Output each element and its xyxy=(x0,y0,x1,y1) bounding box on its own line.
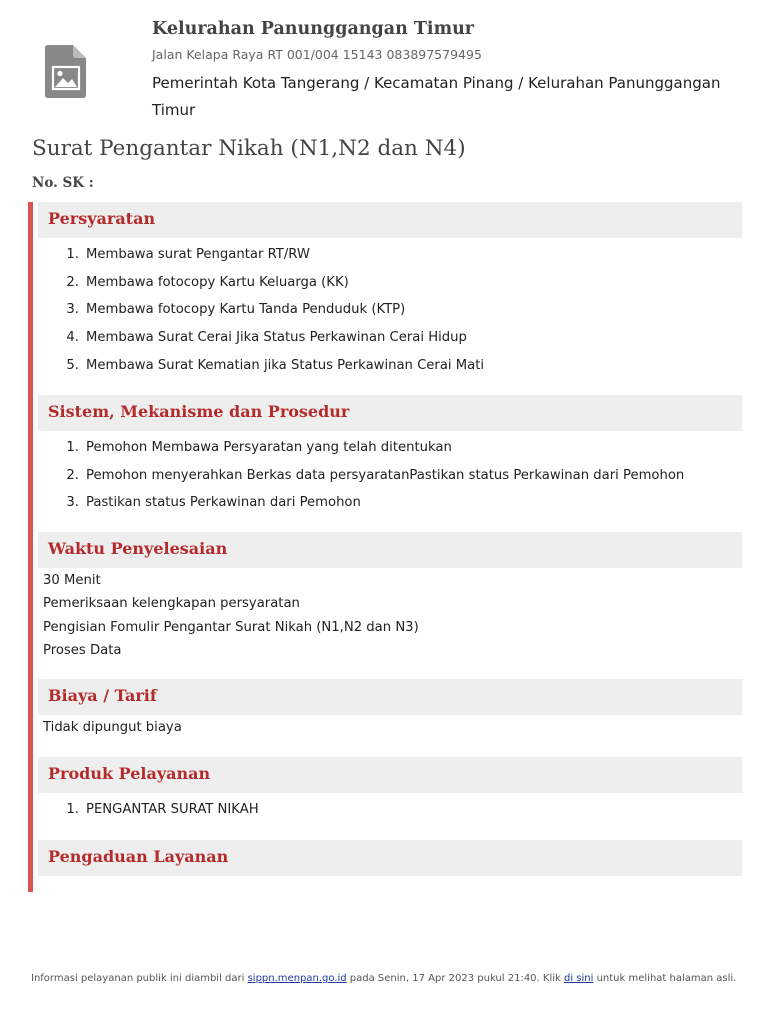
page-header xyxy=(0,0,768,130)
list-number: 1. xyxy=(66,247,79,262)
organization-address: Jalan Kelapa Raya RT 001/004 15143 083897579495 xyxy=(152,47,482,62)
list-number: 5. xyxy=(66,357,79,373)
section-header-pengaduan xyxy=(38,840,742,876)
list-number: 1. xyxy=(66,802,79,817)
list-text: Membawa fotocopy Kartu Tanda Penduduk (KTP) xyxy=(86,302,406,318)
section-title: Pengaduan Layanan xyxy=(48,847,229,866)
info-line: Pemeriksaan kelengkapan persyaratan xyxy=(43,596,300,612)
info-line: Pengisian Fomulir Pengantar Surat Nikah (N1,N2 dan N3) xyxy=(43,619,419,635)
organization-name: Kelurahan Panunggangan Timur xyxy=(152,19,475,39)
list-text: Membawa Surat Kematian jika Status Perkawinan Cerai Mati xyxy=(86,357,485,373)
original-page-link[interactable]: di sini xyxy=(563,973,594,984)
list-number: 2. xyxy=(66,274,79,290)
list-text: Membawa fotocopy Kartu Keluarga (KK) xyxy=(86,274,349,290)
image-file-icon xyxy=(44,43,88,99)
fee-info xyxy=(43,720,182,743)
list-number: 1. xyxy=(66,440,79,455)
service-details xyxy=(28,202,737,892)
section-header-persyaratan xyxy=(38,202,742,238)
list-text: Pastikan status Perkawinan dari Pemohon xyxy=(86,495,361,511)
list-number: 2. xyxy=(66,467,79,483)
footer-text: untuk melihat halaman asli. xyxy=(593,973,737,984)
info-line: Tidak dipungut biaya xyxy=(43,720,182,735)
list-text: Pemohon Membawa Persyaratan yang telah ditentukan xyxy=(86,440,452,455)
list-number: 3. xyxy=(66,495,79,511)
completion-time-info xyxy=(43,573,419,666)
list-text: Membawa surat Pengantar RT/RW xyxy=(86,247,310,262)
section-title: Persyaratan xyxy=(48,209,156,228)
section-header-prosedur xyxy=(38,395,742,431)
section-header-biaya xyxy=(38,679,742,715)
list-text: PENGANTAR SURAT NIKAH xyxy=(86,802,259,817)
section-title: Waktu Penyelesaian xyxy=(48,539,228,558)
section-title: Biaya / Tarif xyxy=(48,686,157,705)
section-header-produk xyxy=(38,757,742,793)
source-link[interactable]: sippn.menpan.go.id xyxy=(247,973,347,984)
info-line: Proses Data xyxy=(43,642,122,658)
list-text: Pemohon menyerahkan Berkas data persyaratanPastikan status Perkawinan dari Pemohon xyxy=(86,467,685,483)
list-number: 3. xyxy=(66,302,79,318)
footer-text: pada Senin, 17 Apr 2023 pukul 21:40. Klik xyxy=(346,973,564,984)
page-title: Surat Pengantar Nikah (N1,N2 dan N4) xyxy=(32,136,466,161)
footer-note xyxy=(31,973,736,984)
section-header-waktu xyxy=(38,532,742,568)
organization-hierarchy: Pemerintah Kota Tangerang / Kecamatan Pinang / Kelurahan Panunggangan Timur xyxy=(152,74,721,119)
sk-number-label: No. SK : xyxy=(32,175,94,191)
section-title: Produk Pelayanan xyxy=(48,764,211,783)
section-title: Sistem, Mekanisme dan Prosedur xyxy=(48,402,350,421)
footer-text: Informasi pelayanan publik ini diambil dari xyxy=(31,973,248,984)
info-line: 30 Menit xyxy=(43,573,101,588)
list-text: Membawa Surat Cerai Jika Status Perkawinan Cerai Hidup xyxy=(86,330,467,346)
list-number: 4. xyxy=(66,330,79,346)
